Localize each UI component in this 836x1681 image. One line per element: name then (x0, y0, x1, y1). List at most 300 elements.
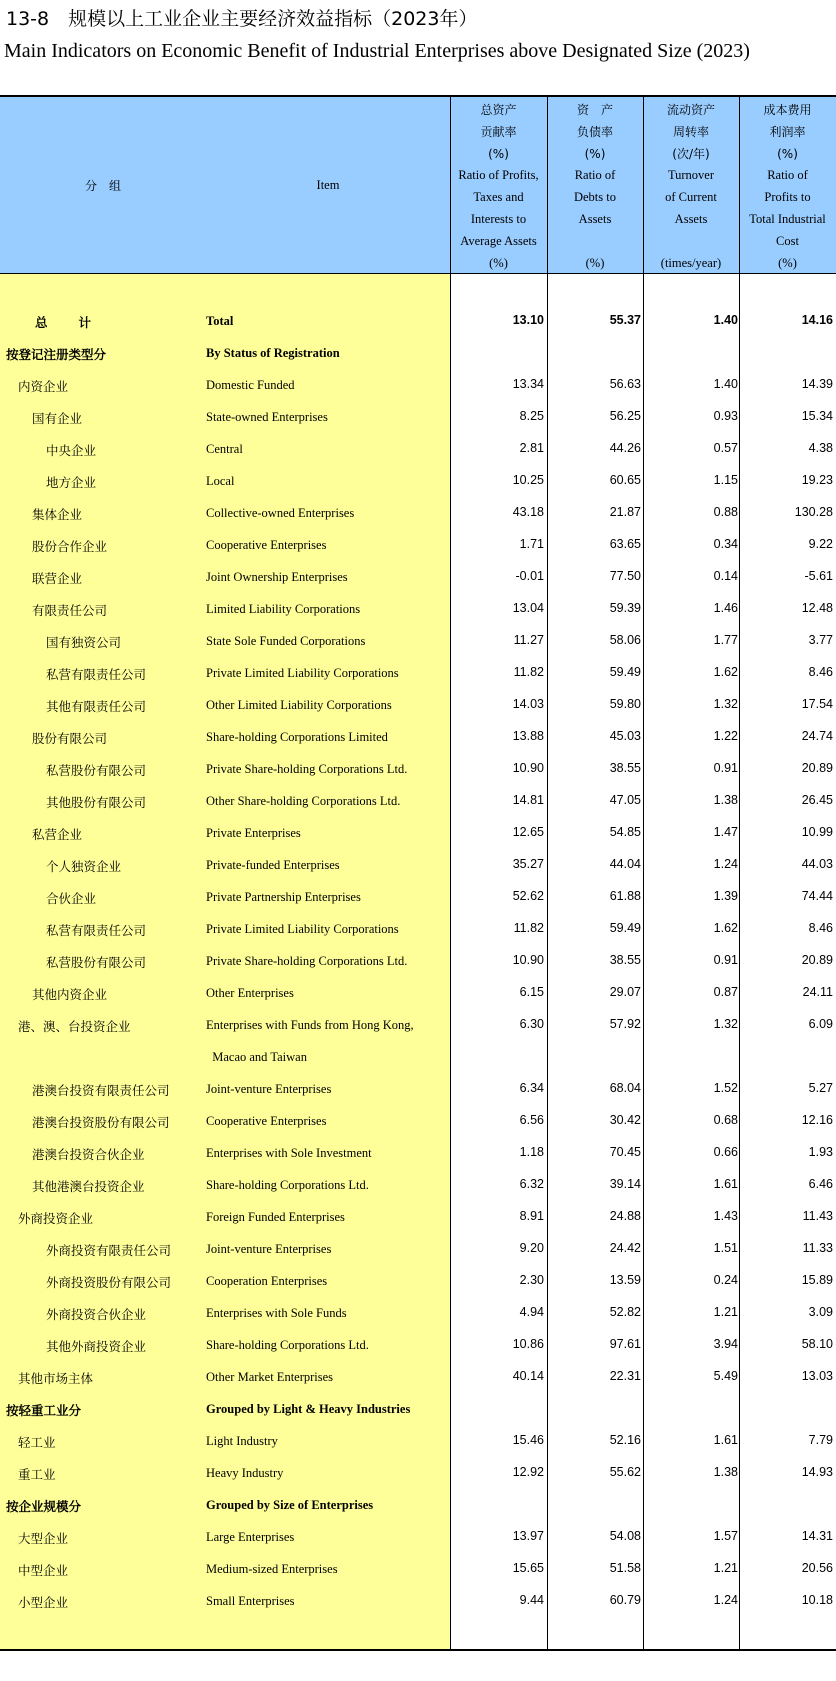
row-value: 2.81 (519, 441, 544, 455)
table-row (0, 1105, 836, 1137)
row-value: 60.65 (609, 473, 641, 487)
table-row (0, 881, 836, 913)
row-value: 29.07 (609, 985, 641, 999)
row-value: 14.31 (801, 1529, 833, 1543)
row-value: 44.26 (609, 441, 641, 455)
row-value: 39.14 (609, 1177, 641, 1191)
row-label-en: Joint-venture Enterprises (206, 1082, 332, 1096)
header-line: (%) (489, 255, 508, 270)
header-col-assets-contribution (450, 97, 547, 273)
row-label-en: Light Industry (206, 1434, 278, 1448)
row-label-en: Other Share-holding Corporations Ltd. (206, 794, 401, 808)
row-value: 21.87 (609, 505, 641, 519)
row-label-en: Small Enterprises (206, 1594, 295, 1608)
row-label-en: By Status of Registration (206, 346, 340, 360)
row-label-en: Cooperation Enterprises (206, 1274, 328, 1288)
table-row (0, 913, 836, 945)
row-value: 1.47 (713, 825, 738, 839)
row-value: 1.38 (713, 1465, 738, 1479)
table-row (0, 945, 836, 977)
header-line: (次/年) (672, 146, 710, 161)
table-row (0, 1169, 836, 1201)
table-row (0, 1393, 836, 1425)
table-row (0, 721, 836, 753)
row-value: 0.91 (713, 953, 738, 967)
header-line (593, 231, 596, 253)
row-value: 58.10 (801, 1337, 833, 1351)
row-value: 9.20 (519, 1241, 544, 1255)
row-value: 24.88 (609, 1209, 641, 1223)
row-value: 57.92 (609, 1017, 641, 1031)
row-value: 13.59 (609, 1273, 641, 1287)
row-value: 1.61 (713, 1177, 738, 1191)
row-value: 2.30 (519, 1273, 544, 1287)
table-title-en: Main Indicators on Economic Benefit of Industrial Enterprises above Designated Size (2023) (4, 40, 750, 62)
row-label-cn: 其他市场主体 (18, 1371, 94, 1386)
table-row (0, 1329, 836, 1361)
row-value: 12.48 (801, 601, 833, 615)
row-value: 68.04 (609, 1081, 641, 1095)
row-label-en: Private Limited Liability Corporations (206, 666, 399, 680)
row-value: 1.15 (713, 473, 738, 487)
row-value: 1.40 (713, 313, 738, 327)
row-label-cn: 重工业 (18, 1467, 56, 1482)
table-title-cn: 13-8 规模以上工业企业主要经济效益指标（2023年） (6, 8, 478, 30)
header-line: 流动资产 (666, 103, 715, 117)
row-value: 1.21 (713, 1561, 738, 1575)
row-label-cn: 国有独资公司 (46, 635, 122, 650)
header-line: Total Industrial (749, 211, 826, 226)
table-row (0, 465, 836, 497)
row-value: 3.94 (713, 1337, 738, 1351)
row-label-cn: 大型企业 (18, 1531, 69, 1546)
row-label-cn: 外商投资企业 (18, 1211, 94, 1226)
row-label-cn: 港澳台投资有限责任公司 (32, 1083, 170, 1098)
row-value: 11.82 (513, 921, 544, 935)
row-value: 13.88 (512, 729, 544, 743)
row-value: 0.87 (713, 985, 738, 999)
row-value: 52.16 (609, 1433, 641, 1447)
row-value: 60.79 (609, 1593, 641, 1607)
row-value: 0.91 (713, 761, 738, 775)
row-value: 54.85 (609, 825, 641, 839)
row-value: 59.39 (609, 601, 641, 615)
row-value: 14.81 (512, 793, 544, 807)
row-label-en: Collective-owned Enterprises (206, 506, 355, 520)
row-label-en: Joint-venture Enterprises (206, 1242, 332, 1256)
row-value: 47.05 (609, 793, 641, 807)
row-label-cn: 小型企业 (18, 1595, 69, 1610)
table-row (0, 337, 836, 369)
row-value: 130.28 (794, 505, 833, 519)
row-value: 13.10 (512, 313, 544, 327)
row-value: 1.40 (713, 377, 738, 391)
row-value: 30.42 (609, 1113, 641, 1127)
header-item-en: Item (316, 177, 340, 192)
row-value: 77.50 (609, 569, 641, 583)
header-line: Profits to (764, 190, 811, 205)
row-value: 1.57 (713, 1529, 738, 1543)
row-label-cn: 集体企业 (32, 507, 83, 522)
row-label-en: Private Share-holding Corporations Ltd. (206, 762, 408, 776)
row-label-cn: 合伙企业 (46, 891, 97, 906)
row-value: 4.94 (519, 1305, 544, 1319)
row-label-cn: 按登记注册类型分 (6, 347, 107, 362)
row-value: 1.18 (519, 1145, 544, 1159)
table-row (0, 1073, 836, 1105)
header-line: Taxes and (473, 190, 524, 205)
table-row (0, 1425, 836, 1457)
row-value: 11.33 (802, 1241, 833, 1255)
row-value: 55.37 (609, 313, 641, 327)
row-label-cn: 外商投资股份有限公司 (46, 1275, 172, 1290)
table-row (0, 689, 836, 721)
row-label-en: Foreign Funded Enterprises (206, 1210, 345, 1224)
header-line: (%) (584, 146, 606, 161)
row-value: 13.34 (512, 377, 544, 391)
row-value: 1.22 (713, 729, 738, 743)
row-value: 20.89 (801, 953, 833, 967)
header-col-turnover (643, 97, 739, 273)
table-row (0, 977, 836, 1009)
row-value: 51.58 (609, 1561, 641, 1575)
row-label-en: Private Enterprises (206, 826, 301, 840)
row-label-cn: 股份合作企业 (32, 539, 108, 554)
row-value: 6.56 (519, 1113, 544, 1127)
row-value: 1.93 (808, 1145, 833, 1159)
header-line: Turnover (667, 168, 715, 183)
row-value: 4.38 (808, 441, 833, 455)
row-value: 0.14 (713, 569, 738, 583)
row-label-en: Enterprises with Sole Funds (206, 1306, 347, 1320)
header-line: Ratio of (767, 168, 808, 183)
row-label-cn: 私营股份有限公司 (46, 763, 147, 778)
row-label-en: Private Share-holding Corporations Ltd. (206, 954, 408, 968)
row-value: 6.34 (519, 1081, 544, 1095)
row-value: 20.89 (801, 761, 833, 775)
row-label-cn: 中型企业 (18, 1563, 69, 1578)
row-value: 14.16 (801, 313, 833, 327)
row-value: 15.46 (512, 1433, 544, 1447)
row-value: 45.03 (609, 729, 641, 743)
header-line: Cost (776, 233, 799, 248)
table-row (0, 1233, 836, 1265)
row-label-cn: 中央企业 (46, 443, 97, 458)
table-row (0, 529, 836, 561)
row-label-cn: 私营有限责任公司 (46, 923, 147, 938)
row-label-cn: 港、澳、台投资企业 (18, 1019, 131, 1034)
row-label-en: Other Limited Liability Corporations (206, 698, 392, 712)
row-label-cn: 私营股份有限公司 (46, 955, 147, 970)
row-value: 55.62 (609, 1465, 641, 1479)
table-row (0, 1201, 836, 1233)
header-line (689, 231, 692, 253)
row-value: 54.08 (609, 1529, 641, 1543)
indicator-table (0, 95, 836, 1651)
row-value: 1.39 (713, 889, 738, 903)
table-row (0, 625, 836, 657)
row-label-cn: 港澳台投资股份有限公司 (32, 1115, 170, 1130)
row-value: 58.06 (609, 633, 641, 647)
row-value: 12.16 (801, 1113, 833, 1127)
header-line: (%) (777, 146, 798, 161)
row-value: 0.93 (713, 409, 738, 423)
table-row (0, 657, 836, 689)
row-label-cn: 股份有限公司 (32, 731, 108, 746)
header-line: 负债率 (576, 124, 613, 139)
row-value: 10.90 (512, 761, 544, 775)
header-line: (times/year) (660, 255, 722, 270)
header-line: 成本费用 (763, 103, 812, 117)
row-value: 1.24 (713, 857, 738, 871)
row-value: 26.45 (801, 793, 833, 807)
header-line: 利润率 (769, 124, 806, 139)
row-value: 56.63 (609, 377, 641, 391)
row-value: 43.18 (512, 505, 544, 519)
row-value: 38.55 (609, 953, 641, 967)
row-label-en: Share-holding Corporations Limited (206, 730, 388, 744)
row-label-en: Share-holding Corporations Ltd. (206, 1178, 369, 1192)
header-line: Assets (674, 211, 708, 226)
row-value: 56.25 (609, 409, 641, 423)
table-row (0, 1297, 836, 1329)
row-value: 10.25 (512, 473, 544, 487)
row-label-cn: 有限责任公司 (32, 603, 108, 618)
row-value: 97.61 (609, 1337, 641, 1351)
row-value: 1.21 (713, 1305, 738, 1319)
row-value: 3.09 (808, 1305, 833, 1319)
table-row (0, 561, 836, 593)
row-label-cn: 地方企业 (46, 475, 97, 490)
row-label-cn: 按轻重工业分 (6, 1403, 82, 1418)
row-value: 11.82 (513, 665, 544, 679)
row-label-cn: 外商投资有限责任公司 (46, 1243, 172, 1258)
row-value: 1.46 (713, 601, 738, 615)
row-value: 12.92 (512, 1465, 544, 1479)
row-label-en: Private-funded Enterprises (206, 858, 340, 872)
row-value: 0.68 (713, 1113, 738, 1127)
row-label-cn: 私营企业 (32, 827, 83, 842)
row-value: 61.88 (609, 889, 641, 903)
row-value: 74.44 (801, 889, 833, 903)
row-value: 1.52 (713, 1081, 738, 1095)
row-value: -0.01 (515, 569, 544, 583)
row-label-en: Enterprises with Sole Investment (206, 1146, 372, 1160)
row-label-cn: 其他外商投资企业 (46, 1339, 147, 1354)
row-label-en: State Sole Funded Corporations (206, 634, 366, 648)
row-label-cn: 总 计 (35, 315, 94, 330)
table-row (0, 753, 836, 785)
row-value: 14.39 (801, 377, 833, 391)
row-value: 20.56 (801, 1561, 833, 1575)
table-row (0, 1521, 836, 1553)
row-value: 1.71 (519, 537, 544, 551)
row-value: 24.11 (802, 985, 833, 999)
row-value: -5.61 (804, 569, 833, 583)
row-label-cn: 个人独资企业 (46, 859, 122, 874)
row-value: 9.44 (519, 1593, 544, 1607)
header-line: Ratio of (574, 168, 616, 183)
row-label-en: Enterprises with Funds from Hong Kong, Macao and Taiwan (206, 1018, 414, 1064)
row-value: 8.91 (519, 1209, 544, 1223)
row-value: 19.23 (801, 473, 833, 487)
table-row (0, 785, 836, 817)
table-row (0, 1265, 836, 1297)
header-group-cn: 分 组 (84, 178, 121, 193)
row-value: 3.77 (808, 633, 833, 647)
row-value: 17.54 (801, 697, 833, 711)
header-line: (%) (488, 146, 509, 161)
row-value: 1.51 (713, 1241, 738, 1255)
row-label-cn: 国有企业 (32, 411, 83, 426)
row-value: 10.90 (512, 953, 544, 967)
header-line: of Current (665, 190, 717, 205)
header-rule (0, 273, 836, 274)
header-line: 资 产 (576, 103, 613, 117)
table-row (0, 1361, 836, 1393)
row-label-cn: 按企业规模分 (6, 1499, 82, 1514)
table-row (0, 1489, 836, 1521)
row-label-cn: 其他港澳台投资企业 (32, 1179, 145, 1194)
row-value: 13.04 (512, 601, 544, 615)
row-label-en: Heavy Industry (206, 1466, 284, 1480)
row-value: 6.32 (519, 1177, 544, 1191)
row-value: 70.45 (609, 1145, 641, 1159)
header-line: Ratio of Profits, (458, 168, 539, 183)
row-label-en: Private Partnership Enterprises (206, 890, 361, 904)
row-value: 1.62 (713, 665, 738, 679)
table-row (0, 401, 836, 433)
row-value: 10.18 (801, 1593, 833, 1607)
row-label-en: Grouped by Size of Enterprises (206, 1498, 374, 1512)
header-line: (%) (585, 255, 605, 270)
row-label-en: Limited Liability Corporations (206, 602, 361, 616)
row-label-en: Total (206, 314, 234, 328)
row-value: 10.99 (801, 825, 833, 839)
row-value: 52.62 (512, 889, 544, 903)
table-row (0, 305, 836, 337)
row-value: 1.32 (713, 697, 738, 711)
row-value: 1.77 (713, 633, 738, 647)
table-row (0, 817, 836, 849)
row-label-cn: 联营企业 (32, 571, 83, 586)
row-value: 22.31 (609, 1369, 641, 1383)
row-value: 44.03 (801, 857, 833, 871)
row-value: 8.25 (519, 409, 544, 423)
row-value: 9.22 (808, 537, 833, 551)
row-label-en: Private Limited Liability Corporations (206, 922, 399, 936)
row-value: 14.93 (801, 1465, 833, 1479)
header-line: Assets (578, 211, 612, 226)
header-line: Debts to (573, 190, 616, 205)
row-value: 15.34 (801, 409, 833, 423)
row-value: 1.43 (713, 1209, 738, 1223)
row-label-en: Other Enterprises (206, 986, 294, 1000)
row-label-en: Large Enterprises (206, 1530, 295, 1544)
row-value: 1.38 (713, 793, 738, 807)
row-value: 59.49 (609, 921, 641, 935)
table-row (0, 1553, 836, 1585)
row-label-cn: 外商投资合伙企业 (46, 1307, 147, 1322)
row-value: 24.74 (801, 729, 833, 743)
row-value: 5.49 (713, 1369, 738, 1383)
row-label-en: Other Market Enterprises (206, 1370, 334, 1384)
row-value: 13.03 (801, 1369, 833, 1383)
table-body (0, 305, 836, 1617)
row-value: 8.46 (808, 921, 833, 935)
row-value: 0.34 (713, 537, 738, 551)
row-value: 6.09 (808, 1017, 833, 1031)
row-value: 15.65 (512, 1561, 544, 1575)
row-value: 6.30 (519, 1017, 544, 1031)
table-row (0, 497, 836, 529)
header-col-profit-cost (739, 97, 836, 273)
table-row (0, 1009, 836, 1073)
header-line: 总资产 (480, 103, 517, 117)
row-value: 1.32 (713, 1017, 738, 1031)
table-row (0, 369, 836, 401)
row-value: 14.03 (512, 697, 544, 711)
row-label-en: Cooperative Enterprises (206, 538, 327, 552)
row-value: 59.49 (609, 665, 641, 679)
header-col-debt-ratio (547, 97, 643, 273)
row-value: 13.97 (512, 1529, 544, 1543)
row-label-en: Cooperative Enterprises (206, 1114, 327, 1128)
row-value: 8.46 (808, 665, 833, 679)
row-value: 59.80 (609, 697, 641, 711)
row-value: 1.24 (713, 1593, 738, 1607)
table-row (0, 593, 836, 625)
row-value: 7.79 (808, 1433, 833, 1447)
header-line: Interests to (470, 211, 527, 226)
row-value: 6.46 (808, 1177, 833, 1191)
row-value: 0.88 (713, 505, 738, 519)
row-value: 0.66 (713, 1145, 738, 1159)
row-value: 15.89 (801, 1273, 833, 1287)
table-row (0, 849, 836, 881)
row-value: 40.14 (512, 1369, 544, 1383)
row-label-en: Local (206, 474, 235, 488)
row-value: 44.04 (609, 857, 641, 871)
row-value: 24.42 (609, 1241, 641, 1255)
row-label-cn: 港澳台投资合伙企业 (32, 1147, 145, 1162)
row-value: 6.15 (519, 985, 544, 999)
header-line: 贡献率 (480, 124, 517, 139)
row-label-cn: 其他股份有限公司 (46, 795, 147, 810)
row-label-en: Domestic Funded (206, 378, 295, 392)
row-label-cn: 私营有限责任公司 (46, 667, 147, 682)
row-label-en: Joint Ownership Enterprises (206, 570, 348, 584)
row-value: 35.27 (512, 857, 544, 871)
header-line: 周转率 (672, 124, 709, 139)
row-value: 1.62 (713, 921, 738, 935)
header-line: Average Assets (460, 233, 537, 248)
table-row (0, 1457, 836, 1489)
row-label-cn: 其他有限责任公司 (46, 699, 147, 714)
row-value: 38.55 (609, 761, 641, 775)
row-value: 10.86 (512, 1337, 544, 1351)
header-line: (%) (778, 255, 797, 270)
row-label-cn: 轻工业 (18, 1435, 56, 1450)
row-label-en: Medium-sized Enterprises (206, 1562, 338, 1576)
row-value: 12.65 (512, 825, 544, 839)
row-value: 11.27 (513, 633, 544, 647)
row-value: 11.43 (802, 1209, 833, 1223)
table-row (0, 1137, 836, 1169)
row-label-en: Grouped by Light & Heavy Industries (206, 1402, 411, 1416)
table-row (0, 1585, 836, 1617)
row-label-cn: 内资企业 (18, 379, 69, 394)
